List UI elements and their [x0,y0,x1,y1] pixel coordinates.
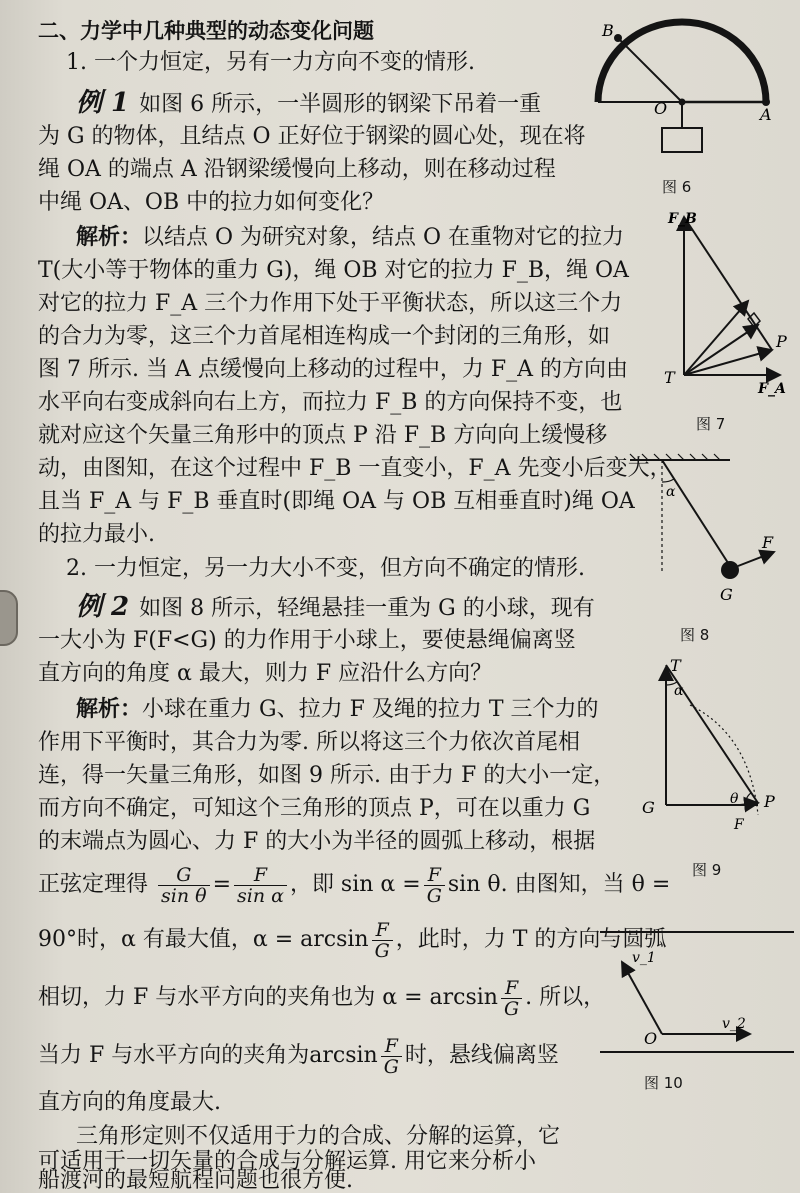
label-G: G [642,798,655,817]
binder-hole [0,590,18,646]
closing-line: 三角形定则不仅适用于力的合成、分解的运算，它 [76,1124,561,1149]
sine-mid: ，即 sin α = [289,872,421,897]
frac-num: F [424,865,445,886]
label-T: T [664,368,675,387]
example1-label: 例 1 [76,88,130,118]
label-A: A [760,105,772,124]
arcsin-text: ，此时，力 T 的方向与圆弧 [395,927,667,952]
figure-8 [626,452,796,644]
example2-text: 如图 8 所示，轻绳悬挂一重为 G 的小球，现有 [139,596,595,621]
semicircle-beam [598,22,766,102]
tangent-line [38,973,608,1023]
label-F: F [734,817,744,833]
example2-first-line [76,594,646,622]
rope-OB [618,38,682,102]
closing-line: 可适用于一切矢量的合成与分解运算. 用它来分析小 [38,1149,536,1174]
label-FA: F_A [758,381,786,397]
section-title: 二、力学中几种典型的动态变化问题 [38,19,374,43]
ball [721,561,739,579]
analysis1-line: 动，由图知，在这个过程中 F_B 一直变小，F_A 先变小后变大， [38,456,672,481]
frac-num: G [158,865,210,886]
label-O: O [654,99,668,118]
analysis1-line: 的拉力最小. [38,522,155,547]
figure-9-diagram [630,655,790,855]
fraction-F-over-sin-alpha [234,865,287,906]
figure-10 [600,920,800,1092]
example1-line: 绳 OA 的端点 A 沿钢梁缓慢向上移动，则在移动过程 [38,157,556,182]
figure-9 [630,655,790,879]
analysis1-line: 图 7 所示. 当 A 点缓慢向上移动的过程中，力 F_A 的方向由 [38,357,628,382]
label-P: P [776,332,787,351]
tangent-text: . 所以， [525,985,606,1010]
when-text: 时，悬线偏离竖 [404,1043,559,1068]
frac-num: F [381,1036,402,1057]
label-alpha: α [674,683,684,699]
frac-num: F [372,920,393,941]
frac-den: G [503,997,520,1020]
figure-6-diagram [590,20,790,180]
frac-den: G [383,1055,399,1078]
example2-line: 直方向的角度 α 最大，则力 F 应沿什么方向？ [38,661,493,686]
example2-line: 一大小为 F(F<G) 的力作用于小球上，要使悬绳偏离竖 [38,628,576,653]
analysis1-line: T(大小等于物体的重力 G)，绳 OB 对它的拉力 F_B，绳 OA [38,258,629,283]
analysis1-line: 的合力为零，这三个力首尾相连构成一个封闭的三角形，如 [38,324,611,349]
figure-7-diagram [640,205,790,395]
vector-FB-line [684,217,772,350]
figure-6-caption: 图 6 [662,178,692,196]
analysis2-label: 解析： [76,697,143,722]
frac-den: G [374,939,390,962]
string [662,460,730,566]
label-T: T [670,656,681,675]
analysis1-line: 就对应这个矢量三角形中的顶点 P 沿 F_B 方向向上缓慢移 [38,423,608,448]
fraction-G-over-sin-theta [158,865,210,906]
case1-title: 1. 一个力恒定，另有一力方向不变的情形. [66,50,475,75]
label-v1: v_1 [632,950,656,966]
analysis1-first-line [76,225,646,251]
analysis2-first-line [76,697,646,723]
sine-prefix: 正弦定理得 [38,872,149,897]
figure-8-caption: 图 8 [680,626,710,644]
example1-line: 中绳 OA、OB 中的拉力如何变化？ [38,190,385,215]
label-P: P [764,792,775,811]
analysis1-line: 水平向右变成斜向右上方，而拉力 F_B 的方向保持不变，也 [38,390,623,415]
analysis1-line: 对它的拉力 F_A 三个力作用下处于平衡状态，所以这三个力 [38,291,623,316]
when-line [38,1031,608,1081]
label-alpha: α [666,484,676,500]
analysis2-line: 的末端点为圆心、力 F 的大小为半径的圆弧上移动，根据 [38,829,596,854]
closing-line: 船渡河的最短航程问题也很方便. [38,1168,353,1193]
figure-10-caption: 图 10 [644,1074,683,1092]
analysis2-line: 作用下平衡时，其合力为零. 所以将这三个力依次首尾相 [38,730,580,755]
figure-9-caption: 图 9 [692,861,722,879]
figure-6 [590,20,790,196]
example1-first-line [76,90,646,118]
circle-arc [690,705,758,815]
label-v2: v_2 [722,1016,746,1032]
analysis2-final-line: 直方向的角度最大. [38,1090,221,1115]
when-text: 当力 F 与水平方向的夹角为arcsin [38,1043,378,1068]
force-F [738,552,774,566]
analysis1-line: 且当 F_A 与 F_B 垂直时(即绳 OA 与 OB 互相垂直时)绳 OA [38,489,635,514]
vector-v1 [622,962,662,1034]
figure-7-caption: 图 7 [696,415,726,433]
point-B [614,34,622,42]
frac-den: sin α [237,884,284,907]
frac-num: F [234,865,287,886]
fraction-F-over-G [501,978,522,1019]
figure-7 [640,205,790,433]
analysis1-text: 以结点 O 为研究对象，结点 O 在重物对它的拉力 [142,225,625,250]
label-theta: θ [730,791,739,807]
label-B: B [602,21,614,40]
sine-suffix: sin θ. 由图知，当 θ = [447,872,671,897]
weight-block [662,128,702,152]
example1-line: 为 G 的物体，且结点 O 正好位于钢梁的圆心处，现在将 [38,124,586,149]
figure-10-diagram [600,920,800,1070]
example2-label: 例 2 [76,592,130,622]
tangent-text: 相切，力 F 与水平方向的夹角也为 α = arcsin [38,985,498,1010]
sine-law-line: 正弦定理得 $\frac{G}{\text{sin θ}}$ = $\frac{F}{\text{sin α}}$ ，即 sin α = $\frac{F}{G}$ sin θ. 由图知，当 θ = [38,863,671,907]
analysis2-line: 连，得一矢量三角形，如图 9 所示. 由于力 F 的大小一定， [38,763,616,788]
arcsin-text: 90°时，α 有最大值，α = arcsin [38,927,369,952]
frac-den: sin θ [161,884,207,907]
label-FB: F_B [668,211,697,227]
label-O: O [644,1029,658,1048]
angle-arc [662,479,674,482]
frac-den: G [426,884,442,907]
vector-FA-P [684,350,772,375]
case2-title: 2. 一力恒定，另一力大小不变，但方向不确定的情形. [66,556,585,581]
analysis1-label: 解析： [76,225,143,250]
fraction-F-over-G [372,920,393,961]
label-F: F [762,533,774,552]
analysis2-line: 而方向不确定，可知这个三角形的顶点 P，可在以重力 G [38,796,591,821]
example1-text: 如图 6 所示，一半圆形的钢梁下吊着一重 [139,92,542,117]
frac-num: F [501,978,522,999]
fraction-F-over-G [424,865,445,906]
figure-8-diagram [626,452,796,612]
fraction-F-over-G [381,1036,402,1077]
label-G: G [720,585,733,604]
analysis2-text: 小球在重力 G、拉力 F 及绳的拉力 T 三个力的 [142,697,599,722]
